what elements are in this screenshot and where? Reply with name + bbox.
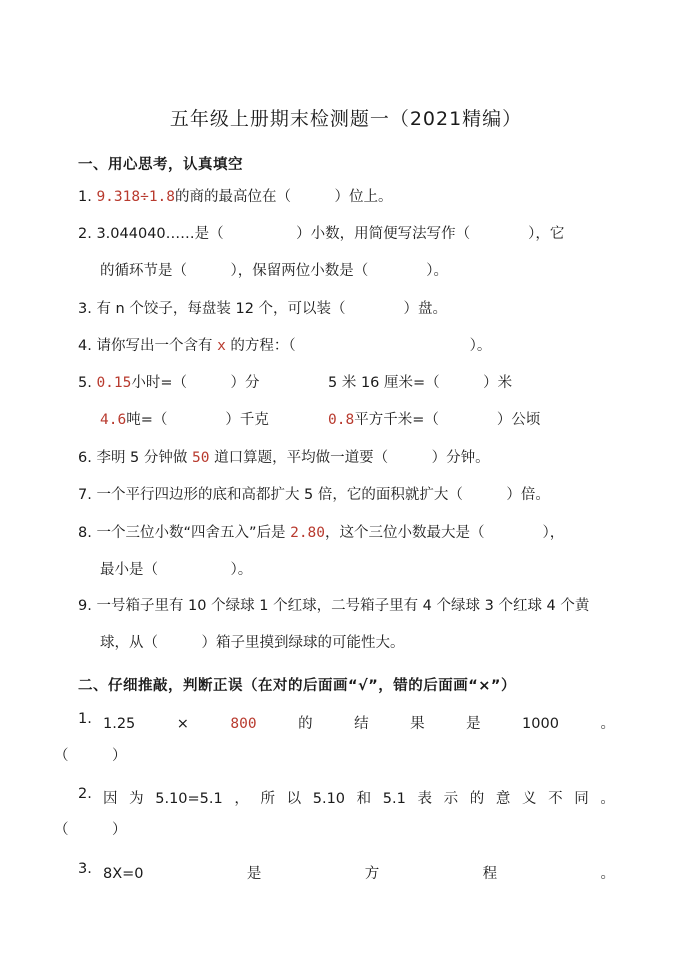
judge-2-statement [103,787,615,808]
token: 和 [356,791,372,807]
token: 是 [246,866,262,882]
highlight-number: 800 [230,716,257,732]
highlight-number: 0.15 [96,375,132,391]
token: 义 [521,791,537,807]
token: 5.10=5.1 [155,791,223,807]
token: 是 [466,716,481,732]
judge-2-number: 2. [78,786,92,802]
question-5-part-c [100,413,269,428]
token: 同 [574,791,589,807]
question-text: 一号箱子里有 10 个绿球 1 个红球，二号箱子里有 4 个绿球 3 个红球 4 个黄 [96,598,590,614]
judge-1-number: 1. [78,711,92,727]
question-number: 4. [78,338,92,354]
answer-parenthesis: （ ） [54,748,127,764]
section-heading-fill-blank: 一、用心思考，认真填空 [78,157,243,173]
token: 1.25 [103,716,136,732]
token: 1000 [522,716,559,732]
judge-1-statement [103,712,615,733]
question-3 [78,302,447,317]
question-text: 小时=（ ）分 [131,375,260,391]
token: 所 [260,791,275,807]
token: 不 [548,791,563,807]
token: 方 [364,866,380,882]
question-1 [78,190,393,205]
highlight-number: 50 [192,450,210,466]
token: 。 [600,866,615,882]
token: 的 [469,791,485,807]
question-8-line-2: 最小是（ ）。 [100,562,253,578]
question-text: ，这个三位小数最大是（ ）， [325,525,565,541]
token: 5.1 [382,791,406,807]
question-number: 5. [78,375,92,391]
question-9-line-2: 球，从（ ）箱子里摸到绿球的可能性大。 [100,635,405,651]
question-number: 7. [78,487,92,503]
highlight-expression: 9.318÷1.8 [96,189,176,205]
token: 5.10 [312,791,346,807]
question-2-line-2: 的循环节是（ ），保留两位小数是（ ）。 [100,263,448,279]
question-2-line-1 [78,227,564,242]
question-number: 1. [78,189,92,205]
token: 意 [495,791,511,807]
token: 程 [482,866,498,882]
question-number: 3. [78,301,92,317]
question-text: 的方程：（ ）。 [225,338,492,354]
token: ， [234,791,249,807]
question-5-part-d [328,413,540,428]
question-8-line-1 [78,526,564,541]
section-heading-true-false: 二、仔细推敲，判断正误（在对的后面画“√”，错的后面画“×”） [78,678,516,694]
answer-parenthesis: （ ） [54,822,127,838]
token: × [176,716,189,732]
question-text: 一个平行四边形的底和高都扩大 5 倍，它的面积就扩大（ ）倍。 [96,487,550,503]
question-text: 李明 5 分钟做 [96,450,193,466]
highlight-variable: x [217,338,226,354]
question-9-line-1 [78,599,589,614]
token: 的 [298,716,313,732]
question-text: 吨=（ ）千克 [126,412,269,428]
token: 果 [410,716,425,732]
token: 为 [129,791,144,807]
token: 结 [354,716,369,732]
question-text: 3.044040……是（ ）小数，用简便写法写作（ ），它 [96,226,565,242]
question-text: 请你写出一个含有 [96,338,218,354]
question-6 [78,451,490,466]
question-text: 的商的最高位在（ ）位上。 [175,189,393,205]
question-7 [78,488,550,503]
question-5-line-1 [78,376,260,391]
question-number: 6. [78,450,92,466]
question-text: 有 n 个饺子，每盘装 12 个，可以装（ ）盘。 [96,301,448,317]
judge-3-number: 3. [78,861,92,877]
question-number: 9. [78,598,92,614]
token: 。 [600,791,615,807]
question-text: 道口算题，平均做一道要（ ）分钟。 [209,450,490,466]
question-text: 一个三位小数“四舍五入”后是 [96,525,291,541]
highlight-number: 4.6 [100,412,127,428]
page-title: 五年级上册期末检测题一（2021精编） [169,108,523,130]
question-number: 2. [78,226,92,242]
question-text: 平方千米=（ ）公顷 [354,412,541,428]
question-5-part-b: 5 米 16 厘米=（ ）米 [328,375,513,391]
token: 示 [443,791,459,807]
token: 表 [417,791,432,807]
question-number: 8. [78,525,92,541]
token: 因 [103,791,118,807]
highlight-number: 0.8 [328,412,355,428]
judge-3-statement [103,862,615,883]
token: 8X=0 [103,866,144,882]
token: 。 [600,716,615,732]
question-4 [78,339,491,354]
highlight-number: 2.80 [290,525,326,541]
token: 以 [286,791,302,807]
